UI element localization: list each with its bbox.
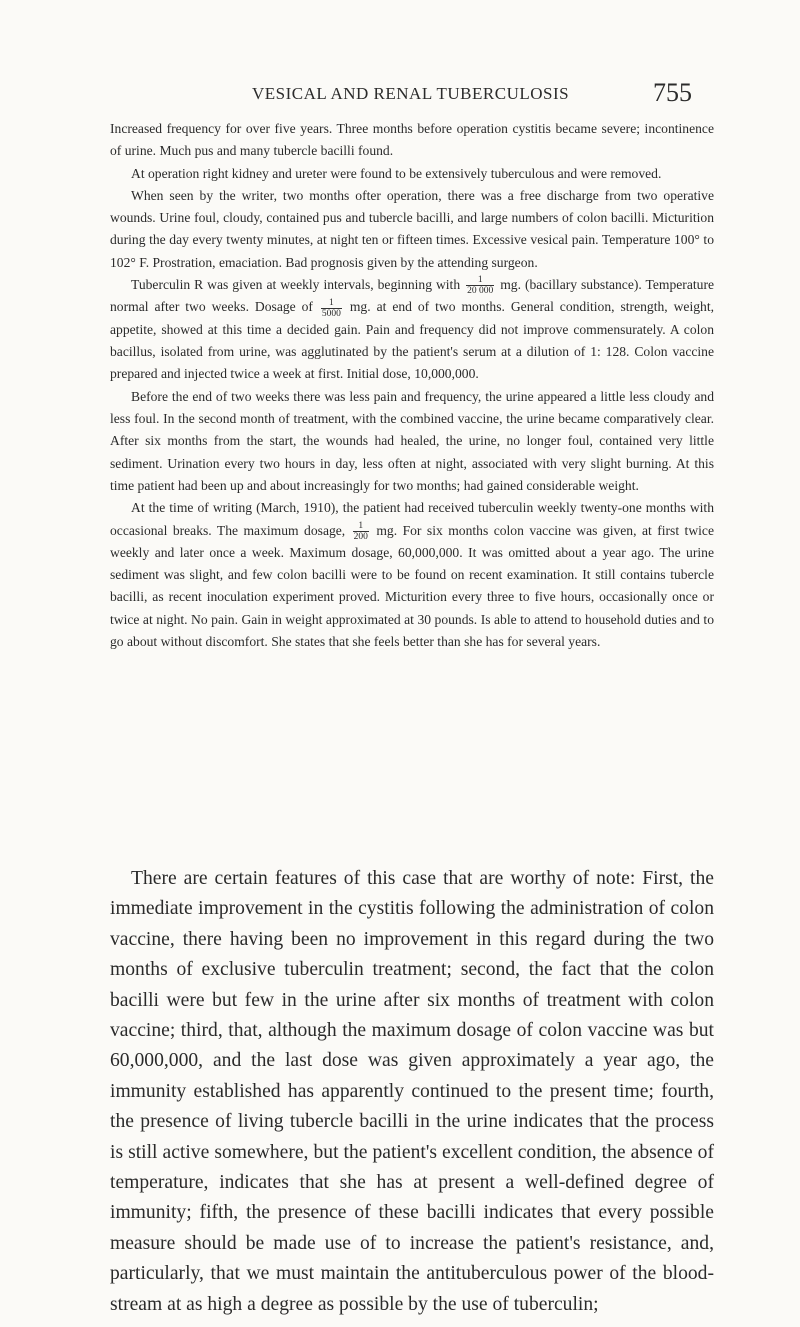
treatment-text-c: mg. at end of two months. General condition, strength, weight, appetite, showed at this time a decided gain. Pain and frequency did not improve commensurately. A colon bacillus, isolated from urine, was agglutinated by the patient's serum at a dilution of 1: 128. Colon vaccine prepared and injected twice a week at first. Initial dose, 10,000,000. bbox=[110, 299, 715, 382]
page-number: 755 bbox=[653, 78, 692, 107]
case-paragraph-examination: When seen by the writer, two months ofter operation, there was a free discharge from two operative wounds. Urine foul, cloudy, contained pus and tubercle bacilli, and large numbers of colon bacilli. Micturition during the day every twenty minutes, at night ten or fifteen times. Excessive vesical pain. Temperature 100° to 102° F. Prostration, emaciation. Bad prognosis given by the attending surgeon. bbox=[110, 187, 714, 270]
fraction-numerator: 1 bbox=[321, 298, 342, 309]
case-paragraph-treatment bbox=[110, 274, 714, 386]
running-title: VESICAL AND RENAL TUBERCULOSIS bbox=[252, 84, 570, 103]
case-report bbox=[110, 118, 714, 653]
current-text-b: mg. For six months colon vaccine was given, at first twice weekly and later once a week. Maximum dosage, 60,000,000. It was omitted about a year ago. The urine sediment was slight, and few colon bacilli were to be found on recent examination. It still contains tubercle bacilli, as recent inoculation experiment proved. Micturition every three to five hours, occasionally once or twice at night. No pain. Gain in weight approximated at 30 pounds. Is able to attend to household duties and to go about without discomfort. She states that she feels better than she has for several years. bbox=[110, 522, 714, 650]
case-paragraph-operation: At operation right kidney and ureter were found to be extensively tuberculous and were removed. bbox=[131, 165, 662, 181]
fraction-max-dose bbox=[353, 521, 369, 542]
fraction-numerator: 1 bbox=[353, 521, 369, 532]
case-paragraph-history: Increased frequency for over five years. Three months before operation cystitis became severe; incontinence of urine. Much pus and many tubercle bacilli found. bbox=[110, 121, 714, 159]
treatment-text-a: Tuberculin R was given at weekly intervals, beginning with bbox=[131, 277, 461, 293]
fraction-later-dose bbox=[321, 298, 342, 319]
fraction-denominator: 5000 bbox=[321, 308, 341, 319]
case-paragraph-progress: Before the end of two weeks there was less pain and frequency, the urine appeared a little less cloudy and less foul. In the second month of treatment, with the combined vaccine, the urine became comparatively clear. After six months from the start, the wounds had healed, the urine, no longer foul, contained very little sediment. Urination every two hours in day, less often at night, associated with very slight burning. At this time patient had been up and about increasingly for two months; had gained considerable weight. bbox=[110, 388, 714, 493]
discussion-paragraph: There are certain features of this case that are worthy of note: First, the immediate improvement in the cystitis following the administration of colon vaccine, there having been no improvement in this regard during the two months of exclusive tuberculin treatment; second, the fact that the colon bacilli were but few in the urine after six months of treatment with colon vaccine; third, that, although the maximum dosage of colon vaccine was but 60,000,000, and the last dose was given approximately a year ago, the immunity established has apparently continued to the present time; fourth, the presence of living tubercle bacilli in the urine indicates that the process is still active somewhere, but the patient's excellent condition, the absence of temperature, indicates that she has at present a well-defined degree of immunity; fifth, the presence of these bacilli indicates that every possible measure should be made use of to increase the patient's resistance, and, particularly, that we must maintain the antituberculous power of the blood-stream at as high a degree as possible by the use of tuberculin; bbox=[110, 868, 714, 1315]
case-paragraph-current bbox=[110, 497, 714, 653]
fraction-denominator: 200 bbox=[353, 531, 368, 542]
current-text-a: At the time of writing (March, 1910), the patient had received tuberculin weekly twenty-one months with occasional breaks. The maximum dosage, bbox=[110, 500, 714, 538]
fraction-denominator: 20 000 bbox=[467, 286, 494, 297]
fraction-initial-dose bbox=[466, 275, 494, 296]
treatment-text-b: mg. (bacillary substance). Temperature normal after two weeks. Dosage of bbox=[110, 277, 715, 315]
fraction-numerator: 1 bbox=[466, 275, 494, 286]
page-header bbox=[252, 78, 692, 107]
discussion bbox=[110, 864, 714, 1320]
